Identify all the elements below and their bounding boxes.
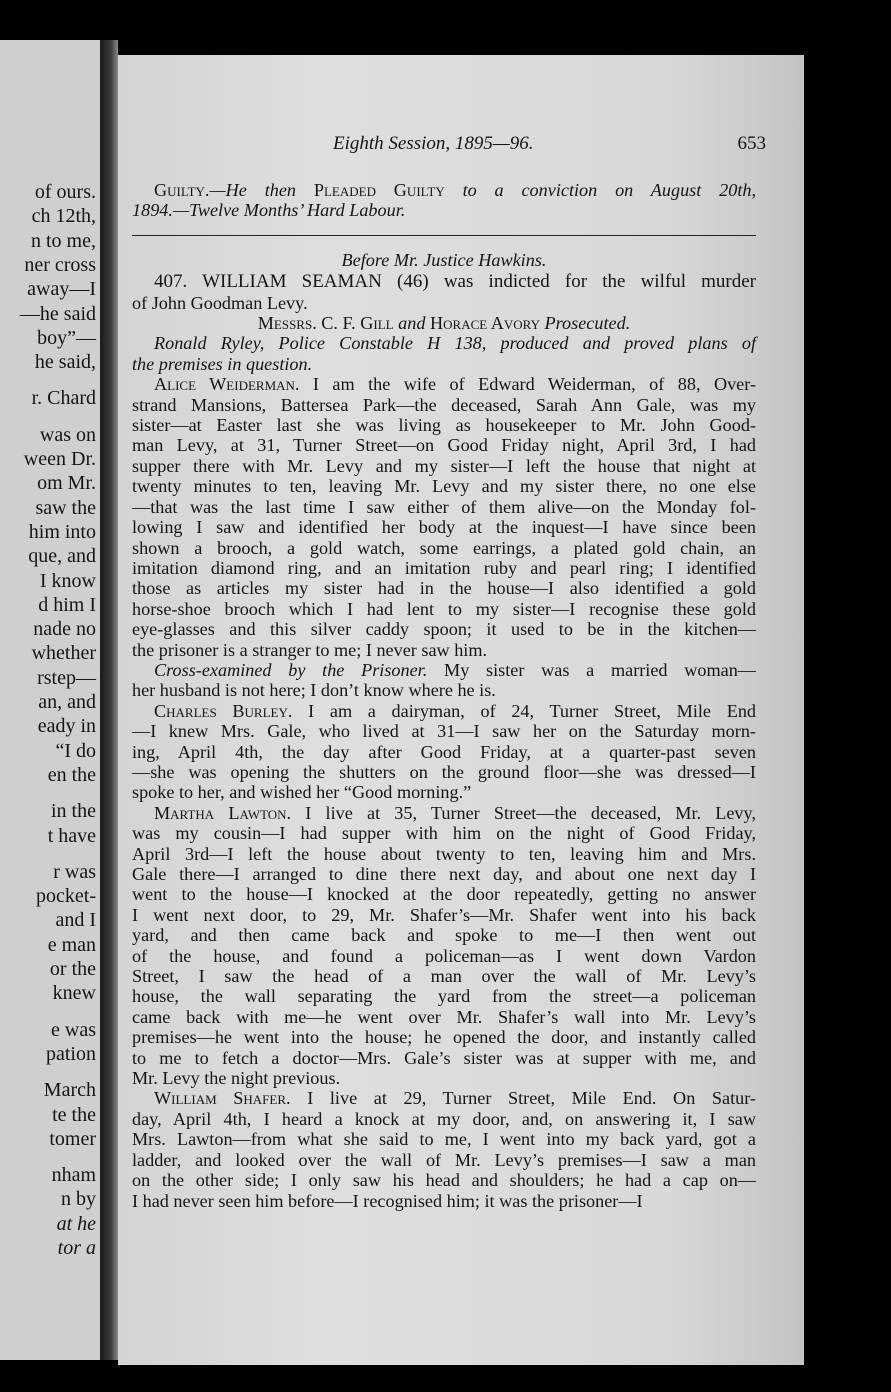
cross-examination-line-1: Cross-examined by the Prisoner. My sister was a married woman— xyxy=(154,659,756,680)
left-page-fragment: rstep— xyxy=(37,666,96,689)
left-page-fragment: pocket- xyxy=(36,885,96,908)
left-page-fragment: him into xyxy=(28,520,96,543)
left-page-fragment: e was xyxy=(51,1018,96,1041)
testimony-line: imitation diamond ring, and an imitation ruby and pearl ring; I identified xyxy=(132,557,756,578)
testimony-line: supper there with Mr. Levy and my sister—I left the house that night at xyxy=(132,455,756,476)
left-page-fragment: tomer xyxy=(49,1127,96,1150)
left-page-fragment: r was xyxy=(53,860,96,883)
verdict-label: Guilty. xyxy=(154,180,210,200)
testimony-line: to me to fetch a doctor—Mrs. Gale’s sister was at supper with me, and xyxy=(132,1047,756,1068)
left-page-fragment: saw the xyxy=(35,496,96,519)
left-page-fragment: March xyxy=(43,1079,96,1102)
left-page-fragment: n by xyxy=(61,1188,96,1211)
testimony-line: on the other side; I only saw his head and shoulders; he had a cap on— xyxy=(132,1170,756,1191)
testimony-line: Mr. Levy the night previous. xyxy=(132,1068,341,1089)
verdict-line-2: 1894.—Twelve Months’ Hard Labour. xyxy=(132,200,406,221)
left-page-fragment: in the xyxy=(51,800,96,823)
witness-first-line: Martha Lawton. I live at 35, Turner Street—the deceased, Mr. Levy, xyxy=(154,802,756,823)
left-page-fragment: pation xyxy=(46,1042,96,1065)
testimony-line: house, the wall separating the yard from the street—a policeman xyxy=(132,986,756,1007)
left-page-fragment: r. Chard xyxy=(31,387,96,410)
page-number: 653 xyxy=(737,133,766,154)
testimony-line: was my cousin—I had supper with him on the night of Good Friday, xyxy=(132,823,756,844)
left-page-fragment: tor a xyxy=(57,1237,96,1259)
left-page-fragment: of ours. xyxy=(34,181,96,203)
witness-name: Alice Weiderman. xyxy=(154,374,300,395)
testimony-line: ing, April 4th, the day after Good Friday, at a quarter-past seven xyxy=(132,741,756,762)
case-line-2: of John Goodman Levy. xyxy=(132,292,308,313)
left-page-fragment: ch 12th, xyxy=(31,205,96,228)
witness-name: Charles Burley. xyxy=(154,700,293,721)
testimony-line: spoke to her, and wished her “Good morning.” xyxy=(132,782,472,803)
testimony-line: I went next door, to 29, Mr. Shafer’s—Mr. Shafer went into his back xyxy=(132,904,756,925)
left-page-fragment: an, and xyxy=(38,691,96,713)
left-page-fragment: nade no xyxy=(33,618,96,641)
left-page-fragment: t have xyxy=(47,824,96,847)
left-facing-page xyxy=(0,40,100,1360)
left-page-fragment: away—I xyxy=(27,278,96,301)
case-line-1: 407. WILLIAM SEAMAN (46) was indicted for the wilful murder xyxy=(154,271,756,293)
plans-evidence-line-2: the premises in question. xyxy=(132,353,313,374)
left-page-fragment: at he xyxy=(56,1212,96,1235)
testimony-line: April 3rd—I left the house about twenty to ten, leaving him and Mrs. xyxy=(132,843,756,864)
left-page-fragment: n to me, xyxy=(31,229,96,252)
testimony-line: Mrs. Lawton—from what she said to me, I went into my back yard, got a xyxy=(132,1129,756,1150)
testimony-line: man Levy, at 31, Turner Street—on Good Friday night, April 3rd, I had xyxy=(132,435,756,456)
testimony-line: —I knew Mrs. Gale, who lived at 31—I saw her on the Saturday morn- xyxy=(132,721,756,742)
testimony-line: twenty minutes to ten, leaving Mr. Levy and my sister there, no one else xyxy=(132,476,756,497)
testimony-line: premises—he went into the house; he opened the door, and instantly called xyxy=(132,1027,756,1048)
left-page-fragment: —he said xyxy=(19,302,96,325)
cross-examination-line-2: her husband is not here; I don’t know where he is. xyxy=(132,680,496,701)
left-page-fragment: te the xyxy=(52,1103,96,1126)
court-heading: Before Mr. Justice Hawkins. xyxy=(341,249,547,270)
testimony-line: those as articles my sister had in the house—I also identified a gold xyxy=(132,578,756,599)
witness-first-line: William Shafer. I live at 29, Turner Street, Mile End. On Satur- xyxy=(154,1088,756,1109)
witness-first-line: Alice Weiderman. I am the wife of Edward Weiderman, of 88, Over- xyxy=(154,374,757,395)
witness-name: William Shafer. xyxy=(154,1088,291,1109)
prosecution-line: Messrs. C. F. Gill and Horace Avory Prosecuted. xyxy=(257,313,631,334)
cross-examination-label: Cross-examined by the Prisoner. xyxy=(154,659,428,680)
left-page-fragment: was on xyxy=(39,423,96,446)
left-page-fragment: knew xyxy=(52,982,96,1005)
left-page-fragment: en the xyxy=(47,763,96,786)
session-title: Eighth Session, 1895—96. xyxy=(333,133,534,154)
verdict-line-1: Guilty.—He then Pleaded Guilty to a conviction on August 20th, xyxy=(154,180,757,200)
left-page-fragment: ner cross xyxy=(24,253,96,276)
book-gutter xyxy=(100,40,118,1360)
testimony-line: Street, I saw the head of a man over the wall of Mr. Levy’s xyxy=(132,966,756,987)
left-page-fragment: I know xyxy=(39,569,96,592)
testimony-line: yard, and then came back and spoke to me—I then went out xyxy=(132,925,756,946)
testimony-line: day, April 4th, I heard a knock at my door, and, on answering it, I saw xyxy=(132,1108,756,1129)
testimony-line: went to the house—I knocked at the door repeatedly, getting no answer xyxy=(132,884,756,905)
testimony-line: horse-shoe brooch which I had lent to my sister—I recognise these gold xyxy=(132,598,756,619)
testimony-line: I had never seen him before—I recognised him; it was the prisoner—I xyxy=(132,1190,643,1211)
left-page-fragment: he said, xyxy=(34,351,96,374)
testimony-line: shown a brooch, a gold watch, some earrings, a plated gold chain, an xyxy=(132,537,756,558)
section-divider xyxy=(132,235,756,236)
plans-evidence-line-1: Ronald Ryley, Police Constable H 138, produced and proved plans of xyxy=(154,333,756,354)
witness-first-line: Charles Burley. I am a dairyman, of 24, Turner Street, Mile End xyxy=(154,700,757,721)
testimony-line: Gale there—I arranged to dine there next day, and about one next day I xyxy=(132,864,756,884)
left-page-fragment: boy”— xyxy=(37,326,96,349)
testimony-line: the prisoner is a stranger to me; I never saw him. xyxy=(132,639,488,660)
witness-name: Martha Lawton. xyxy=(154,802,292,823)
page-body xyxy=(132,180,756,1211)
left-page-fragment: and I xyxy=(55,909,96,932)
left-page-fragment: or the xyxy=(49,958,96,980)
left-page-fragment: om Mr. xyxy=(37,472,96,495)
left-page-fragment: “I do xyxy=(55,739,96,762)
left-page-fragment: eady in xyxy=(37,715,96,738)
testimony-line: —she was opening the shutters on the ground floor—she was dressed—I xyxy=(132,761,756,782)
testimony-line: strand Mansions, Battersea Park—the deceased, Sarah Ann Gale, was my xyxy=(132,394,756,415)
testimony-line: lowing I saw and identified her body at the inquest—I have since been xyxy=(132,517,756,538)
left-page-fragment: d him I xyxy=(38,593,96,616)
testimony-line: came back with me—he went over Mr. Shafer’s wall into Mr. Levy’s xyxy=(132,1006,756,1027)
testimony-line: eye-glasses and this silver caddy spoon; it used to be in the kitchen— xyxy=(132,619,756,640)
witness-testimonies xyxy=(132,374,756,1211)
left-page-fragment: whether xyxy=(31,642,96,665)
testimony-line: ladder, and looked over the wall of Mr. Levy’s premises—I saw a man xyxy=(132,1149,756,1170)
testimony-line: —that was the last time I saw either of them alive—on the Monday fol- xyxy=(132,496,756,517)
left-page-fragment: que, and xyxy=(28,545,96,568)
left-page-fragment: nham xyxy=(51,1164,96,1187)
intro-verdict xyxy=(132,180,756,221)
left-page-fragment: e man xyxy=(47,933,96,956)
testimony-line: sister—at Easter last she was living as housekeeper to Mr. John Good- xyxy=(132,415,756,436)
left-page-fragment: ween Dr. xyxy=(23,448,96,470)
testimony-line: of the house, and found a policeman—as I went down Vardon xyxy=(132,945,756,966)
main-page xyxy=(118,55,804,1365)
